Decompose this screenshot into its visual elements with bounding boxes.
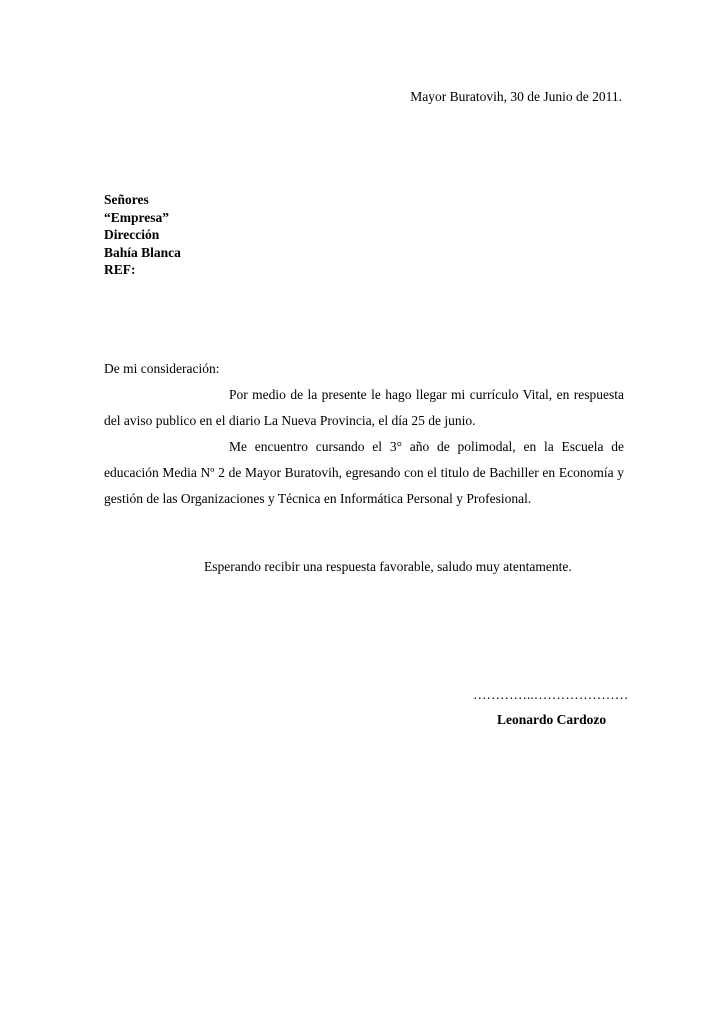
- letter-body: [104, 356, 624, 512]
- recipient-city: Bahía Blanca: [104, 244, 181, 260]
- recipient-company: “Empresa”: [104, 209, 170, 225]
- recipient-block: [104, 191, 181, 279]
- paragraph-2: Me encuentro cursando el 3° año de polimodal, en la Escuela de educación Media Nº 2 de Mayor Buratovih, egresando con el titulo de Bachiller en Economía y gestión de las Organizaciones y Técnica en Informática Personal y Profesional.: [104, 439, 624, 506]
- date-line: Mayor Buratovih, 30 de Junio de 2011.: [410, 89, 622, 104]
- paragraph-1: Por medio de la presente le hago llegar mi currículo Vital, en respuesta del aviso publico en el diario La Nueva Provincia, el día 25 de junio.: [104, 387, 624, 428]
- recipient-salutation: Señores: [104, 192, 149, 207]
- closing-line: Esperando recibir una respuesta favorable, saludo muy atentamente.: [204, 559, 572, 574]
- recipient-address: Dirección: [104, 227, 160, 242]
- signature-name: Leonardo Cardozo: [497, 712, 607, 727]
- signature-dotted-line: …………..…………………: [473, 687, 629, 702]
- recipient-reference: REF:: [104, 262, 136, 277]
- greeting: De mi consideración:: [104, 361, 220, 376]
